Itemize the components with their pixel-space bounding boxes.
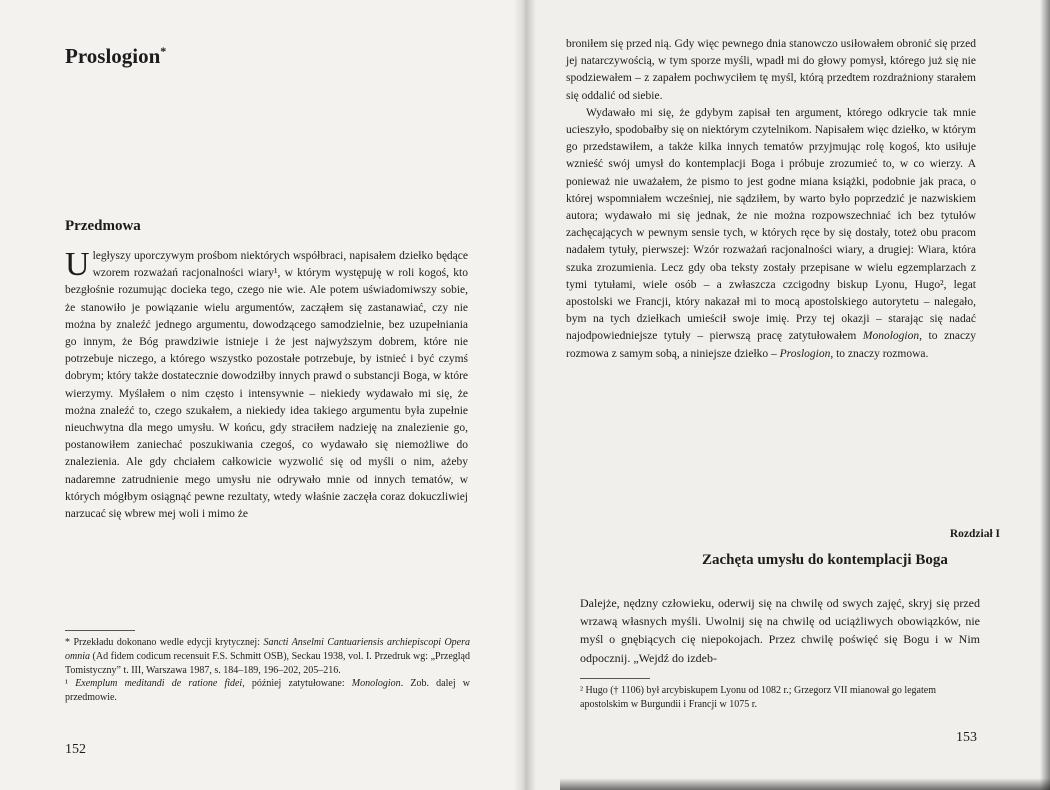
- right-page: [522, 0, 1050, 790]
- section-title: Przedmowa: [65, 218, 141, 234]
- footnote-1: [65, 677, 470, 705]
- right-footnote: [580, 684, 985, 711]
- book-gutter-shadow: [514, 0, 536, 790]
- left-page: [0, 0, 522, 790]
- right-paragraph-2-end: , to znaczy rozmowa.: [830, 347, 929, 360]
- footnote-1-text-end: . Zob. dalej w przedmowie.: [65, 678, 470, 704]
- footnote-1-italic-2: Monologion: [351, 678, 401, 690]
- chapter-body-text: Dalejże, nędzny człowieku, oderwij się na chwilę od swych zajęć, skryj się przed wrzawą własnych myśli. Uwolnij się na chwilę od uciążliwych obowiązków, nie myśl o gnębiących cię niepokojach. Przez chwilę poświęć się Bogu i w Nim odpocznij. „Wejdź do izdeb-: [580, 596, 980, 665]
- right-body-text: [566, 36, 976, 363]
- page-edge-shadow: [1040, 0, 1050, 790]
- left-body-text: [65, 248, 468, 523]
- footnote-2-text: ² Hugo († 1106) był arcybiskupem Lyonu od 1082 r.; Grzegorz VII mianował go legatem apostolskim w Burgundii i Francji w 1075 r.: [580, 685, 936, 710]
- footnote-star-text-end: (Ad fidem codicum recensuit F.S. Schmitt OSB), Seckau 1938, vol. I. Przedruk wg: „Przegląd Tomistyczny” t. III, Warszawa 1987, s. 184–189, 196–202, 205–216.: [65, 650, 470, 676]
- book-title-text: Proslogion: [65, 44, 161, 68]
- book-title: [65, 44, 166, 69]
- drop-cap: U: [65, 246, 90, 283]
- right-paragraph-2-start: Wydawało mi się, że gdybym zapisał ten argument, którego odkrycie tak mnie ucieszyło, spodobałby się on niektórym czytelnikom. Napisałem więc dziełko, w którym go przedstawiłem, a także kilka innych tematów przyjmując rolę kogoś, kto usiłuje wznieść swój umysł do kontemplacji Boga i próbuje zrozumieć to, w co wierzy. A ponieważ nie uważałem, że pismo to jest godne miana książki, podobnie jak praca, o której wspomniałem wcześniej, nie sądziłem, by warto było poprzedzić je nazwiskiem autora; wydawało mi się jednak, że nie można rozpowszechniać ich bez tytułów zachęcających w pewnym sensie tych, w których ręce by się dostały, toteż obu pracom nadałem tytuły, pierwszej: Wzór rozważań racjonalności wiary, a drugiej: Wiara, która szuka zrozumienia. Lecz gdy oba teksty zostały przepisane w wielu egzemplarzach z tymi tytułami, wiele osób – a zwłaszcza czcigodny biskup Lyonu, Hugo², legat apostolski we Francji, który nakazał mi to mocą apostolskiego autorytetu – nalegało, bym na tych dziełkach umieścił swoje imię. Przy tej okazji – starając się nadać najodpowiedniejsze tytuły – pierwszą pracę zatytułowałem: [566, 106, 976, 343]
- footnote-rule: [580, 678, 650, 679]
- footnote-star-italic: Sancti Anselmi Cantuariensis archiepiscopi Opera omnia: [65, 637, 471, 662]
- title-monologion: Monologion: [862, 330, 920, 343]
- right-paragraph-2: [566, 105, 976, 363]
- footnote-rule: [65, 630, 135, 631]
- chapter-title: Zachęta umysłu do kontemplacji Boga: [702, 552, 948, 568]
- chapter-label: Rozdział I: [949, 528, 1000, 540]
- page-bottom-shadow: [560, 778, 1050, 790]
- footnote-1-mark: ¹: [65, 678, 76, 690]
- footnote-1-italic: Exemplum meditandi de ratione fidei: [75, 678, 243, 690]
- footnote-star: [65, 636, 470, 677]
- title-footnote-mark: *: [160, 44, 167, 58]
- footnote-1-text: , później zatytułowane:: [242, 678, 352, 690]
- left-body-paragraph: ległyszy uporczywym prośbom niektórych współbraci, napisałem dziełko będące wzorem rozważań racjonalności wiary¹, w którym występuję w roli kogoś, kto bezgłośnie rozumując docieka tego, czego nie wie. Ale potem uświadomiwszy sobie, że stanowiło je powiązanie wielu argumentów, zacząłem się zastanawiać, czy nie można by znaleźć jednego argumentu, dowodzącego samodzielnie, bez uzupełniania go innym, że Bóg prawdziwie istnieje i że jest najwyższym dobrem, które nie potrzebuje niczego, a którego wszystko pozostałe potrzebuje, by istnieć i być czymś dobrym; który także dostatecznie dowodziłby innych prawd o substancji Boga, w które wierzymy. Myślałem o nim często i intensywnie – niekiedy wydawało mi się, że można znaleźć to, czego szukałem, a niekiedy idea takiego argumentu była zupełnie nieuchwytna dla mego umysłu. W końcu, gdy straciłem nadzieję na znalezienie go, postanowiłem zaniechać poszukiwania czegoś, co wydawało się niemożliwe do znalezienia. Ale gdy chciałem całkowicie wyzwolić się od myśli o nim, ażeby nadaremne zatrudnienie mego umysłu nie odrywało mnie od innych tematów, w których mógłbym osiągnąć pewne rezultaty, wtedy właśnie zaczęła coraz dokuczliwiej narzucać się wbrew mej woli i mimo że: [65, 250, 468, 521]
- footnote-star-text: * Przekładu dokonano wedle edycji krytycznej:: [65, 637, 264, 648]
- left-footnotes: [65, 636, 470, 705]
- left-page-number: 152: [65, 742, 86, 757]
- right-paragraph-1: broniłem się przed nią. Gdy więc pewnego dnia stanowczo usiłowałem obronić się przed jej natarczywością, w tym sporze myśli, wpadł mi do głowy pomysł, którego już się nie spodziewałem – z zapałem pochwyciłem tę myśl, którą przedtem rozdrażniony starałem się oddalić od siebie.: [566, 38, 976, 102]
- right-paragraph-2-mid: , to znaczy rozmowa z samym sobą, a niniejsze dziełko –: [566, 330, 976, 360]
- title-proslogion: Proslogion: [779, 347, 831, 360]
- right-page-number: 153: [956, 730, 977, 745]
